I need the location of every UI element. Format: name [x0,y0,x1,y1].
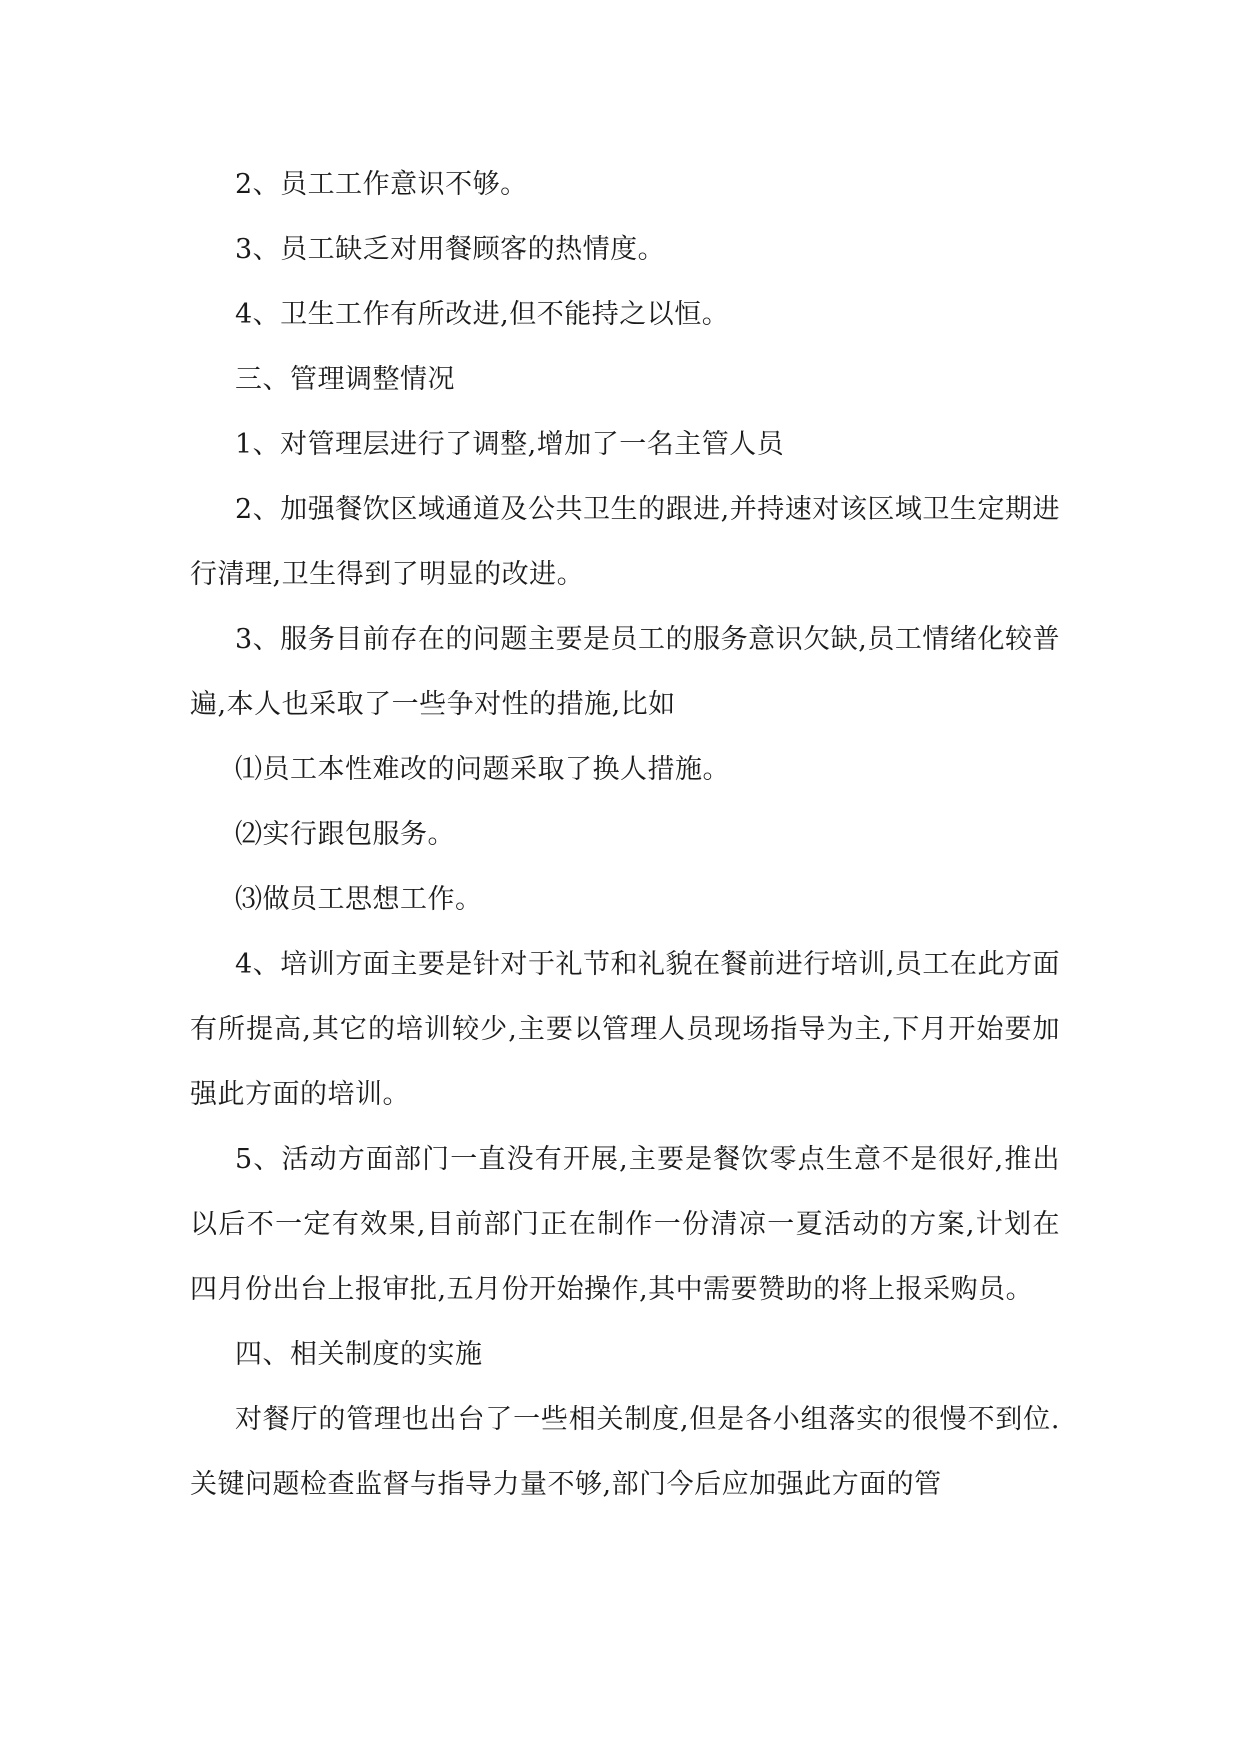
list-item-training: 4、培训方面主要是针对于礼节和礼貌在餐前进行培训,员工在此方面有所提高,其它的培训较少,主要以管理人员现场指导为主,下月开始要加强此方面的培训。 [190,949,1060,1110]
list-item-staff-awareness: 2、员工工作意识不够。 [235,169,528,200]
list-item-service-issues: 3、服务目前存在的问题主要是员工的服务意识欠缺,员工情绪化较普遍,本人也采取了一些争对性的措施,比如 [190,624,1060,720]
sub-item-follow-service: ⑵实行跟包服务。 [235,819,455,850]
section-heading-management-adjustment: 三、管理调整情况 [235,364,455,395]
list-item-activities: 5、活动方面部门一直没有开展,主要是餐饮零点生意不是很好,推出以后不一定有效果,目前部门正在制作一份清凉一夏活动的方案,计划在四月份出台上报审批,五月份开始操作,其中需要赞助的将上报采购员。 [190,1144,1060,1305]
list-item-management-layer: 1、对管理层进行了调整,增加了一名主管人员 [235,429,785,460]
sub-item-replace-staff: ⑴员工本性难改的问题采取了换人措施。 [235,754,730,785]
document-body [190,152,1060,1517]
list-item-public-hygiene: 2、加强餐饮区域通道及公共卫生的跟进,并持速对该区域卫生定期进行清理,卫生得到了明显的改进。 [190,494,1060,590]
sub-item-staff-mindset: ⑶做员工思想工作。 [235,884,483,915]
list-item-hygiene: 4、卫生工作有所改进,但不能持之以恒。 [235,299,730,330]
section-heading-policies: 四、相关制度的实施 [235,1339,483,1370]
list-item-staff-warmth: 3、员工缺乏对用餐顾客的热情度。 [235,234,666,265]
paragraph-policy-implementation: 对餐厅的管理也出台了一些相关制度,但是各小组落实的很慢不到位.关键问题检查监督与指导力量不够,部门今后应加强此方面的管 [190,1404,1060,1500]
